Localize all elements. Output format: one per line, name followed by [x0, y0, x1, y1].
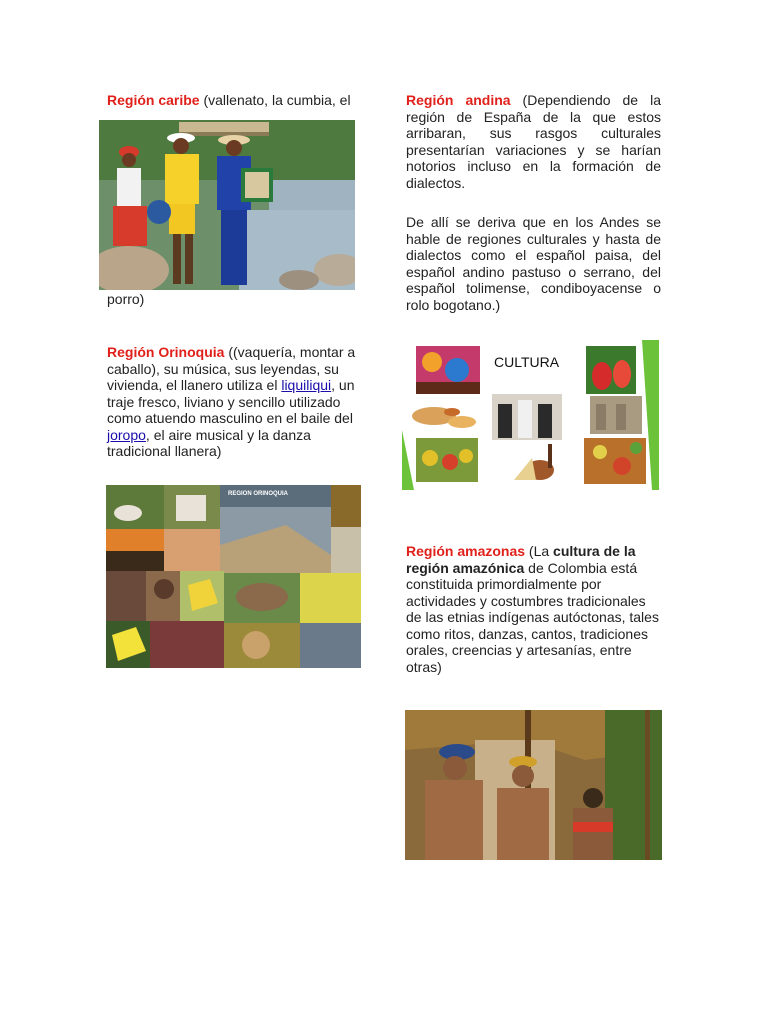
andina-paragraph-2: De allí se deriva que en los Andes se hable de regiones culturales y hasta de dialectos como el español paisa, del español andino pastuso o serrano, del español tolimense, condiboyacense o rolo bogotano.) [406, 214, 661, 313]
amazonas-photo [405, 710, 662, 860]
amazonas-text-2: de Colombia está constituida primordialmente por actividades y costumbres tradicionales de las etnias indígenas autóctonas, tales como ritos, danzas, cantos, tradiciones orales, creencias y artesanías, entre otras) [406, 559, 659, 675]
orinoquia-heading: Región Orinoquia [107, 344, 225, 360]
andina-text: (Dependiendo de la región de España de la que estos arribaran, sus rasgos culturales presentarían variaciones y se harían notorios incluso en la formación de dialectos. [406, 92, 661, 191]
caribe-photo [99, 120, 355, 290]
amazonas-paragraph [406, 543, 661, 675]
andina-heading: Región andina [406, 92, 511, 108]
amazonas-text-1: (La [525, 543, 554, 559]
orinoquia-text-2: , un traje fresco, liviano y sencillo utilizado como atuendo masculino en el baile del [107, 377, 355, 426]
andina-paragraph [406, 92, 661, 191]
amazonas-heading: Región amazonas [406, 543, 526, 559]
cultura-collage [402, 340, 659, 490]
orinoquia-map-label: REGION ORINOQUIA [228, 491, 289, 497]
amazonas-bold-text: cultura de la región amazónica [406, 543, 636, 576]
joropo-link[interactable]: joropo [107, 426, 146, 443]
caribe-text: (vallenato, la cumbia, el [199, 92, 351, 108]
orinoquia-text-3: , el aire musical y la danza tradicional llanera) [107, 426, 311, 459]
caribe-heading: Región caribe [107, 92, 200, 108]
orinoquia-collage [106, 485, 361, 668]
cultura-label: CULTURA [494, 354, 560, 370]
orinoquia-paragraph [107, 344, 357, 460]
caribe-paragraph [107, 92, 367, 109]
caribe-tail-text: porro) [107, 291, 145, 307]
orinoquia-text-1: ((vaquería, montar a caballo), su música, sus leyendas, su vivienda, el llanero utiliza el [107, 344, 356, 393]
liquiliqui-link[interactable]: liquiliqui [281, 377, 332, 393]
